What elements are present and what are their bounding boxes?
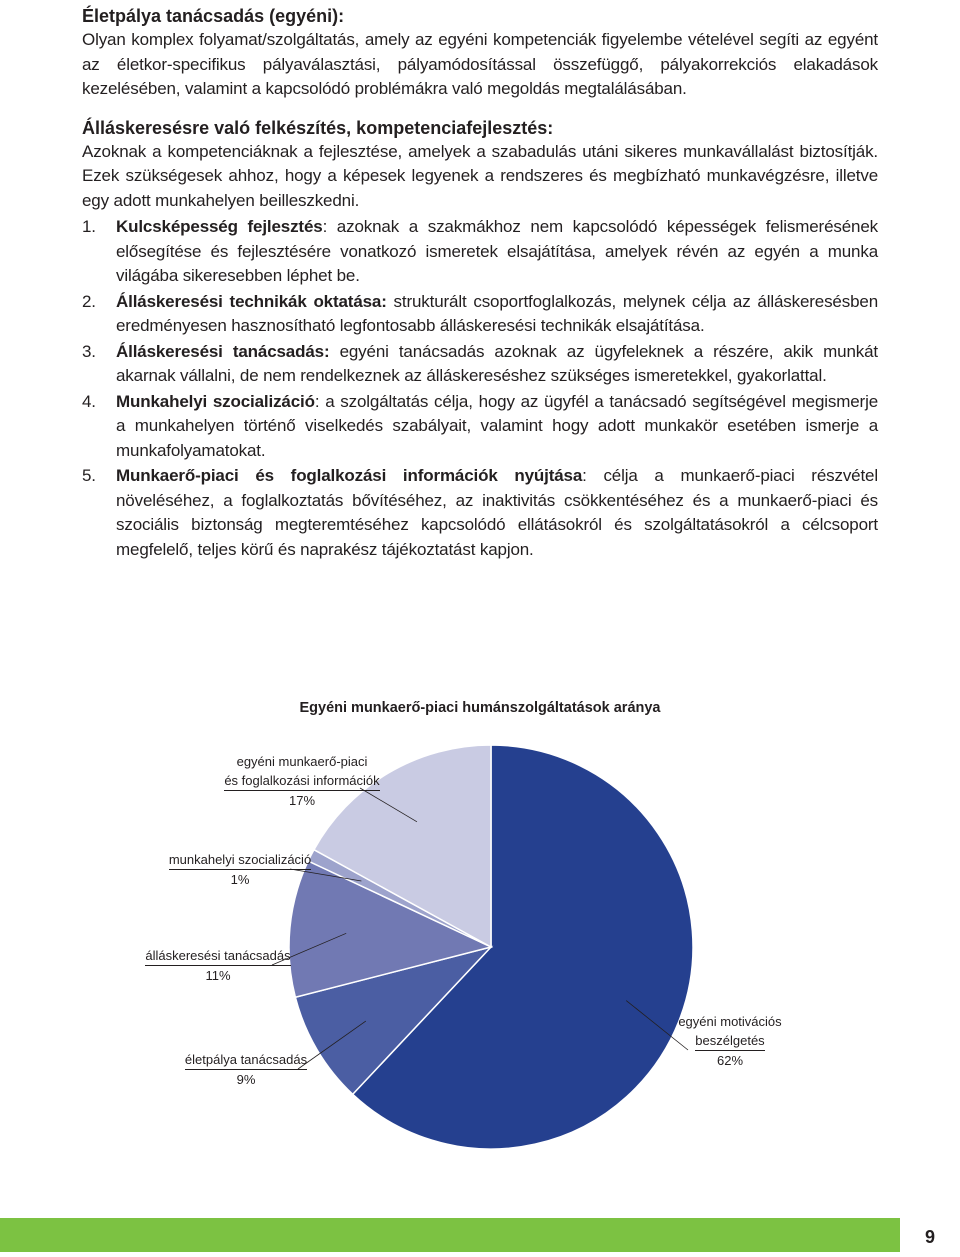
list-item: 2. Álláskeresési technikák oktatása: strukturált csoportfoglalkozás, melynek célja az álláskeresésben eredményesen hasznosítható legfontosabb álláskeresési technikák elsajátítása. (82, 291, 878, 335)
section-text: Olyan komplex folyamat/szolgáltatás, amely az egyéni kompetenciák figyelembe vételével segíti az egyént az életkor-specifikus pályaválasztási, pályamódosítással összefüggő, pályakorrekciós elakadások kezelésében, valamint a kapcsolódó problémákra való megoldás megtalálásában. (82, 30, 878, 98)
label-motivation: egyéni motivációs beszélgetés 62% (678, 1014, 782, 1068)
page-number: 9 (894, 1218, 960, 1252)
label-career-counseling: életpálya tanácsadás 9% (184, 1052, 308, 1087)
list-item: 4. Munkahelyi szocializáció: a szolgáltatás célja, hogy az ügyfél a tanácsadó segítségével megismerje a munkahelyen történő viselkedés szabályait, valamint hogy adott munkakör esetében ismerje a munkafolyamatokat. (82, 391, 878, 460)
chart-title: Egyéni munkaerő-piaci humánszolgáltatások aránya (299, 700, 661, 716)
section-text: Azoknak a kompetenciáknak a fejlesztése, amelyek a szabadulás utáni sikeres munkavállalást biztosítják. Ezek szükségesek ahhoz, hogy a képesek legyenek a rendszeres és megbízható munkavégzésre, illetve egy adott munkahelyen beilleszkedni. (82, 141, 878, 210)
section-title: Álláskeresésre való felkészítés, kompetenciafejlesztés: (82, 117, 554, 138)
footer-bar (0, 1218, 960, 1252)
list-item: 1. Kulcsképesség fejlesztés: azoknak a szakmákhoz nem kapcsolódó képességek felismerésének elősegítése és fejlesztésére vonatkozó ismeretek elsajátítása, amelyek révén az egyén a munka világába sikeresebben léphet be. (82, 217, 878, 285)
section-title: Életpálya tanácsadás (egyéni): (82, 6, 345, 26)
label-job-search-counseling: álláskeresési tanácsadás 11% (145, 948, 291, 983)
list-item: 5. Munkaerő-piaci és foglalkozási információk nyújtása: célja a munkaerő-piaci részvétel növeléséhez, a foglalkoztatás bővítéséhez, az inaktivitás csökkentéséhez és a munkaerő-piaci és szociális biztonság megteremtéséhez kapcsolódó ellátásokról és szolgáltatásokról a célcsoport megfelelő, teljes körű és naprakész tájékoztatást kapjon. (82, 466, 878, 559)
list-item: 3. Álláskeresési tanácsadás: egyéni tanácsadás azoknak az ügyfeleknek a részére, akik munkát akarnak vállalni, de nem rendelkeznek az álláskereséshez szükséges ismeretekkel, gyakorlattal. (82, 341, 878, 385)
label-information: egyéni munkaerő-piaci és foglalkozási információk 17% (224, 754, 380, 808)
label-socialization: munkahelyi szocializáció 1% (168, 852, 312, 887)
